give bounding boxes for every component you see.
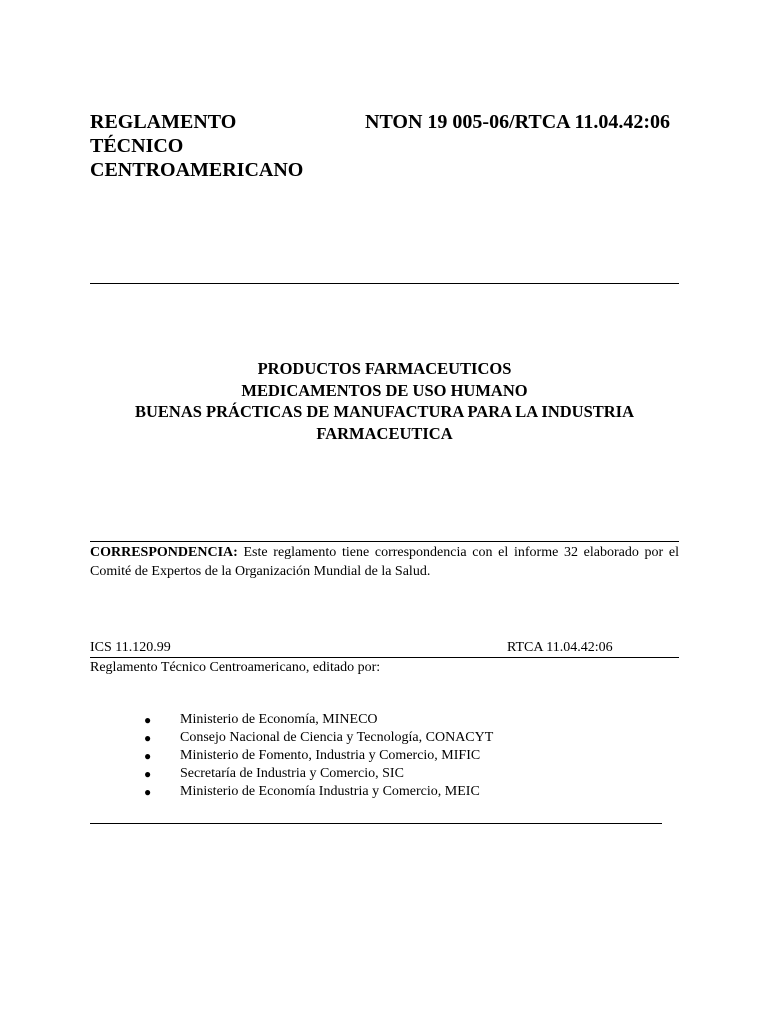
correspondence-paragraph xyxy=(90,543,679,581)
regulation-code: NTON 19 005-06/RTCA 11.04.42:06 xyxy=(365,111,671,133)
list-item xyxy=(90,711,493,729)
organization-name: Ministerio de Fomento, Industria y Comercio, MIFIC xyxy=(180,748,481,763)
correspondence-label: CORRESPONDENCIA: xyxy=(90,545,238,560)
bullet-dot-icon: ● xyxy=(144,731,152,745)
document-title-line: BUENAS PRÁCTICAS DE MANUFACTURA PARA LA INDUSTRIA xyxy=(134,402,635,421)
list-item xyxy=(90,783,493,801)
header-divider xyxy=(90,283,679,284)
regulation-title xyxy=(90,110,303,182)
list-item xyxy=(90,747,493,765)
bullet-dot-icon: ● xyxy=(144,767,152,781)
correspondence-text: Este reglamento tiene correspondencia con el informe 32 elaborado por el Comité de Expertos de la Organización Mundial de la Salud. xyxy=(90,545,680,579)
document-title-line: FARMACEUTICA xyxy=(316,423,453,443)
bullet-dot-icon: ● xyxy=(144,785,152,799)
organization-name: Ministerio de Economía Industria y Comercio, MEIC xyxy=(180,784,480,799)
organization-list xyxy=(90,711,493,801)
regulation-title-line: TÉCNICO xyxy=(90,135,184,157)
organization-name: Ministerio de Economía, MINECO xyxy=(180,712,378,727)
footer-divider xyxy=(90,823,662,824)
regulation-title-line: CENTROAMERICANO xyxy=(90,159,304,181)
organization-name: Secretaría de Industria y Comercio, SIC xyxy=(180,766,404,781)
organization-name: Consejo Nacional de Ciencia y Tecnología, CONACYT xyxy=(180,730,494,745)
list-item xyxy=(90,729,493,747)
correspondence-divider xyxy=(90,541,679,542)
rtca-code: RTCA 11.04.42:06 xyxy=(507,640,613,655)
bullet-dot-icon: ● xyxy=(144,749,152,763)
document-title-line: PRODUCTOS FARMACEUTICOS xyxy=(257,359,512,378)
bullet-dot-icon: ● xyxy=(144,713,152,727)
regulation-title-line: REGLAMENTO xyxy=(90,111,237,133)
document-title-line: MEDICAMENTOS DE USO HUMANO xyxy=(241,380,528,400)
document-title xyxy=(90,358,679,444)
list-item xyxy=(90,765,493,783)
edited-by-text: Reglamento Técnico Centroamericano, editado por: xyxy=(90,660,381,675)
ics-code: ICS 11.120.99 xyxy=(90,640,171,655)
